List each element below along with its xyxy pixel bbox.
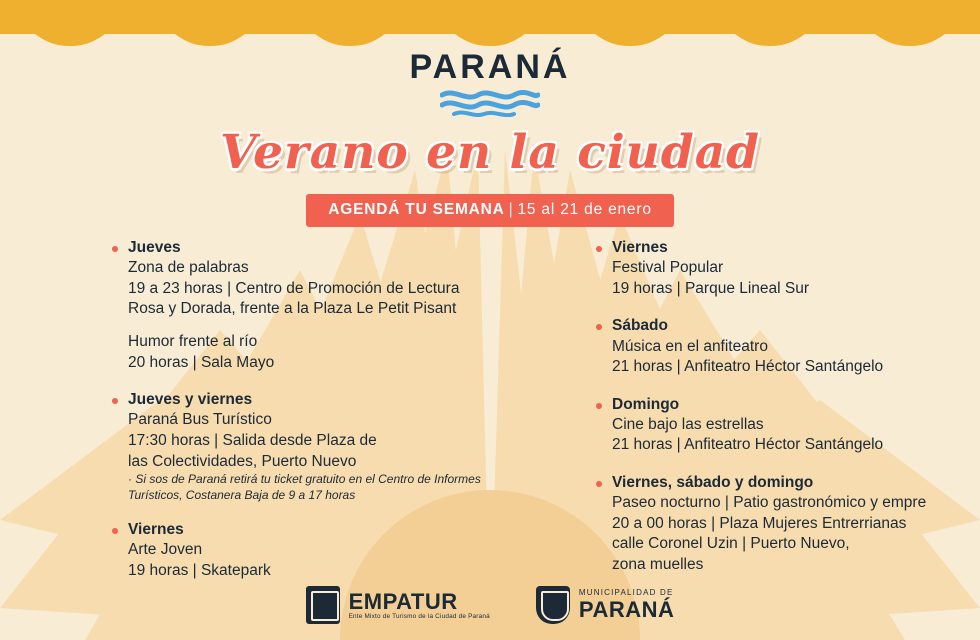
agenda-banner xyxy=(306,194,674,227)
event-subitem xyxy=(128,332,532,373)
empatur-logo-title: EMPATUR xyxy=(348,588,458,614)
event-day: Jueves y viernes xyxy=(128,391,253,409)
event-title: Cine bajo las estrellas xyxy=(612,415,764,433)
agenda-label: AGENDÁ TU SEMANA xyxy=(328,201,505,218)
event-detail: 21 horas | Anfiteatro Héctor Santángelo xyxy=(612,358,884,376)
bullet-icon xyxy=(596,246,602,252)
bullet-icon xyxy=(112,246,118,252)
municipal-shield-icon xyxy=(536,586,570,624)
agenda-separator: | xyxy=(508,201,514,218)
event-title: Arte Joven xyxy=(128,541,203,559)
events-column-right xyxy=(596,238,976,593)
event-detail: 19 horas | Skatepark xyxy=(128,562,271,580)
event-detail: 19 horas | Parque Lineal Sur xyxy=(612,279,810,297)
event-title: Humor frente al río xyxy=(128,332,258,350)
empatur-mark-icon xyxy=(306,586,340,624)
bullet-icon xyxy=(596,324,602,330)
event-day: Viernes xyxy=(612,239,668,256)
event-detail: zona muelles xyxy=(612,556,704,574)
event-detail: 19 a 23 horas | Centro de Promoción de Lectura xyxy=(128,279,460,297)
poster-header xyxy=(0,40,980,227)
event-item xyxy=(112,238,532,373)
event-detail: calle Coronel Uzin | Puerto Nuevo, xyxy=(612,535,850,553)
event-day: Jueves xyxy=(128,239,181,256)
event-item xyxy=(596,238,976,299)
scalloped-edge xyxy=(0,16,980,46)
event-title: Música en el anfiteatro xyxy=(612,337,768,355)
event-item xyxy=(112,390,532,503)
event-note: · Si sos de Paraná retirá tu ticket gratuito en el Centro de Informes Turísticos, Costanera Baja de 9 a 17 horas xyxy=(128,472,481,502)
event-detail: 20 a 00 horas | Plaza Mujeres Entrerrianas xyxy=(612,514,907,532)
event-detail: las Colectividades, Puerto Nuevo xyxy=(128,452,357,470)
waves-icon xyxy=(440,89,540,117)
event-day: Sábado xyxy=(612,317,668,335)
municipalidad-logo-topline: MUNICIPALIDAD DE xyxy=(578,587,674,597)
agenda-date-range: 15 al 21 de enero xyxy=(517,201,652,218)
event-title: Zona de palabras xyxy=(128,259,249,277)
bullet-icon xyxy=(596,481,602,487)
event-item xyxy=(112,520,532,581)
event-day: Viernes xyxy=(128,521,184,539)
empatur-logo-subtitle: Ente Mixto de Turismo de la Ciudad de Paraná xyxy=(348,612,490,620)
bullet-icon xyxy=(596,403,602,409)
brand-title: PARANÁ xyxy=(409,48,571,86)
event-item xyxy=(596,473,976,576)
event-title: Paraná Bus Turístico xyxy=(128,411,272,429)
event-detail: 20 horas | Sala Mayo xyxy=(128,353,275,371)
event-title: Paseo nocturno | Patio gastronómico y empre xyxy=(612,494,927,512)
event-day: Viernes, sábado y domingo xyxy=(612,474,814,492)
bullet-icon xyxy=(112,528,118,534)
event-detail: 17:30 horas | Salida desde Plaza de xyxy=(128,431,377,449)
poster-script-title: Verano en la ciudad xyxy=(219,125,761,180)
event-title: Festival Popular xyxy=(612,259,724,277)
municipalidad-logo-title: PARANÁ xyxy=(578,597,675,623)
event-detail: 21 horas | Anfiteatro Héctor Santángelo xyxy=(612,436,884,454)
empatur-logo xyxy=(306,586,490,624)
event-detail: Rosa y Dorada, frente a la Plaza Le Petit Pisant xyxy=(128,300,457,318)
municipalidad-logo xyxy=(536,586,674,624)
bullet-icon xyxy=(112,398,118,404)
event-item xyxy=(596,395,976,456)
footer-logos xyxy=(0,586,980,624)
event-day: Domingo xyxy=(612,395,680,413)
events-column-left xyxy=(112,238,532,599)
event-item xyxy=(596,316,976,377)
